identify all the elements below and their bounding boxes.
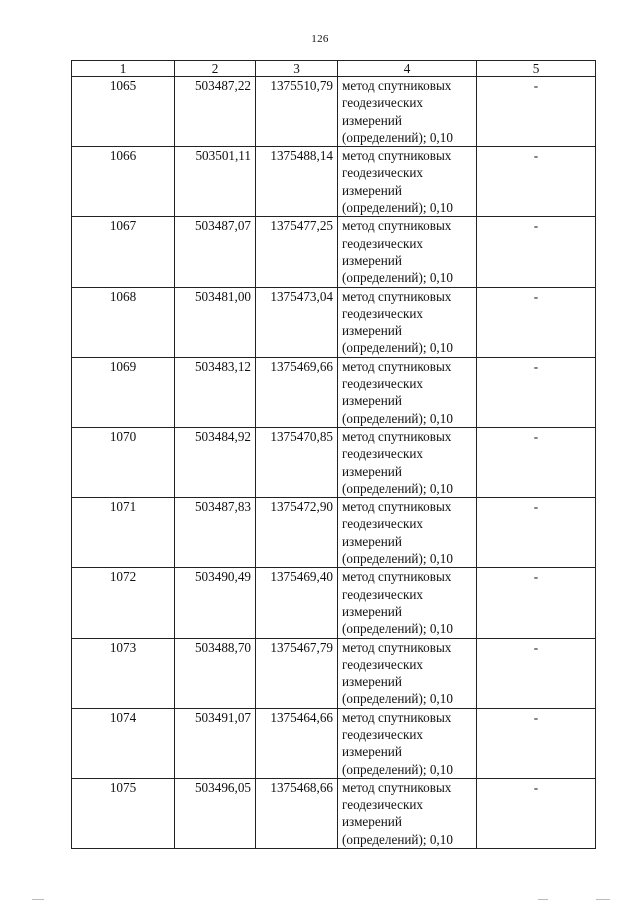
y-coordinate-cell: 1375473,04 [256,287,338,357]
x-coordinate-cell: 503487,83 [175,498,256,568]
method-line: метод спутниковых [342,499,452,515]
method-line: (определений); 0,10 [342,691,453,707]
method-line: геодезических [342,726,424,742]
method-line: измерений [342,463,402,479]
coordinates-table [71,60,596,849]
point-number-cell: 1066 [72,147,175,217]
header-col-5: 5 [477,61,596,77]
x-coordinate-cell: 503496,05 [175,778,256,848]
point-number-cell: 1068 [72,287,175,357]
method-cell [338,568,477,638]
method-line: геодезических [342,797,424,813]
method-cell [338,287,477,357]
table-row [72,217,596,287]
header-col-2: 2 [175,61,256,77]
x-coordinate-cell: 503487,07 [175,217,256,287]
note-cell: - [477,147,596,217]
method-line: геодезических [342,516,424,532]
table-row [72,638,596,708]
y-coordinate-cell: 1375510,79 [256,77,338,147]
note-cell: - [477,427,596,497]
method-line: измерений [342,182,402,198]
method-line: измерений [342,323,402,339]
method-line: измерений [342,603,402,619]
header-col-1: 1 [72,61,175,77]
note-cell: - [477,287,596,357]
method-line: геодезических [342,376,424,392]
method-line: геодезических [342,95,424,111]
y-coordinate-cell: 1375488,14 [256,147,338,217]
note-cell: - [477,708,596,778]
method-cell [338,638,477,708]
y-coordinate-cell: 1375469,40 [256,568,338,638]
y-coordinate-cell: 1375468,66 [256,778,338,848]
note-cell: - [477,568,596,638]
y-coordinate-cell: 1375464,66 [256,708,338,778]
note-cell: - [477,778,596,848]
method-line: геодезических [342,165,424,181]
method-line: метод спутниковых [342,639,452,655]
x-coordinate-cell: 503501,11 [175,147,256,217]
point-number-cell: 1065 [72,77,175,147]
point-number-cell: 1071 [72,498,175,568]
page-number: 126 [311,33,329,45]
y-coordinate-cell: 1375467,79 [256,638,338,708]
method-line: (определений); 0,10 [342,340,453,356]
method-line: (определений); 0,10 [342,621,453,637]
method-cell [338,498,477,568]
method-line: метод спутниковых [342,148,452,164]
method-line: (определений); 0,10 [342,270,453,286]
method-line: метод спутниковых [342,78,452,93]
method-line: геодезических [342,586,424,602]
method-cell [338,708,477,778]
table-row [72,287,596,357]
method-line: метод спутниковых [342,288,452,304]
method-cell [338,427,477,497]
point-number-cell: 1073 [72,638,175,708]
method-cell [338,357,477,427]
method-line: измерений [342,112,402,128]
y-coordinate-cell: 1375472,90 [256,498,338,568]
x-coordinate-cell: 503488,70 [175,638,256,708]
method-line: метод спутниковых [342,218,452,234]
method-cell [338,778,477,848]
x-coordinate-cell: 503487,22 [175,77,256,147]
table-header-row [72,61,596,77]
method-line: метод спутниковых [342,358,452,374]
method-line: (определений); 0,10 [342,200,453,216]
method-line: метод спутниковых [342,428,452,444]
table-body [72,77,596,849]
table-row [72,498,596,568]
method-line: геодезических [342,235,424,251]
point-number-cell: 1074 [72,708,175,778]
method-line: (определений); 0,10 [342,831,453,847]
method-line: метод спутниковых [342,709,452,725]
table-row [72,77,596,147]
x-coordinate-cell: 503481,00 [175,287,256,357]
x-coordinate-cell: 503491,07 [175,708,256,778]
table-row [72,147,596,217]
method-cell [338,217,477,287]
point-number-cell: 1067 [72,217,175,287]
x-coordinate-cell: 503490,49 [175,568,256,638]
y-coordinate-cell: 1375477,25 [256,217,338,287]
method-cell [338,77,477,147]
method-line: измерений [342,252,402,268]
table-row [72,708,596,778]
method-line: измерений [342,393,402,409]
method-line: (определений); 0,10 [342,480,453,496]
method-line: измерений [342,744,402,760]
table-row [72,427,596,497]
x-coordinate-cell: 503484,92 [175,427,256,497]
point-number-cell: 1070 [72,427,175,497]
method-line: (определений); 0,10 [342,761,453,777]
method-line: метод спутниковых [342,779,452,795]
header-col-4: 4 [338,61,477,77]
method-line: измерений [342,533,402,549]
method-line: (определений); 0,10 [342,129,453,145]
y-coordinate-cell: 1375469,66 [256,357,338,427]
point-number-cell: 1075 [72,778,175,848]
table-row [72,357,596,427]
method-line: геодезических [342,656,424,672]
x-coordinate-cell: 503483,12 [175,357,256,427]
scan-footer-marks [0,896,640,902]
method-line: геодезических [342,446,424,462]
note-cell: - [477,638,596,708]
note-cell: - [477,357,596,427]
point-number-cell: 1069 [72,357,175,427]
method-line: метод спутниковых [342,569,452,585]
method-line: измерений [342,814,402,830]
method-line: (определений); 0,10 [342,551,453,567]
note-cell: - [477,77,596,147]
y-coordinate-cell: 1375470,85 [256,427,338,497]
method-line: измерений [342,674,402,690]
table-row [72,778,596,848]
header-col-3: 3 [256,61,338,77]
point-number-cell: 1072 [72,568,175,638]
table-row [72,568,596,638]
method-line: геодезических [342,305,424,321]
note-cell: - [477,217,596,287]
method-cell [338,147,477,217]
method-line: (определений); 0,10 [342,410,453,426]
note-cell: - [477,498,596,568]
